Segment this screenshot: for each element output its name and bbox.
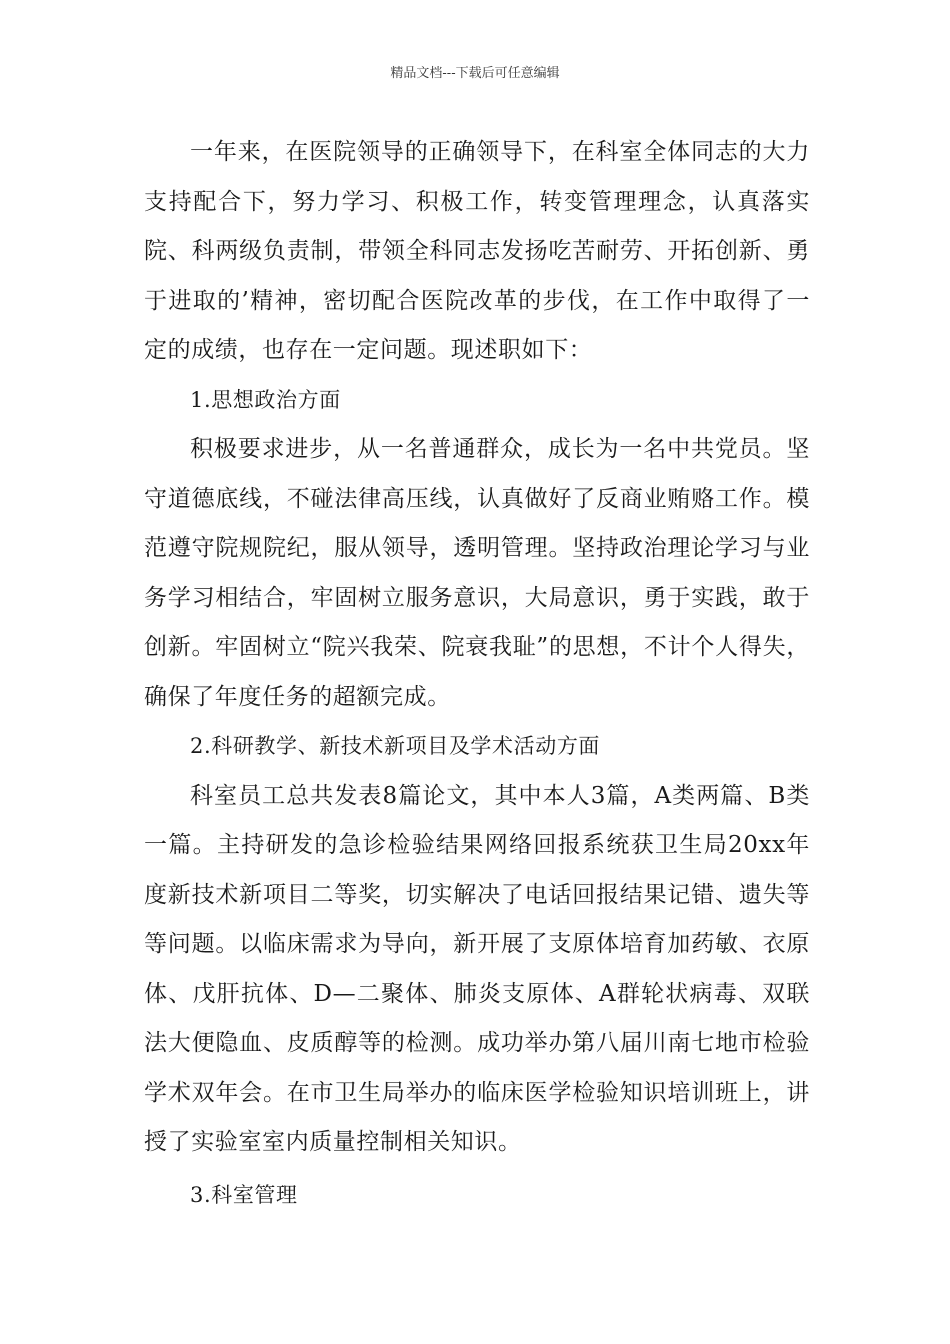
intro-paragraph: 一年来，在医院领导的正确领导下，在科室全体同志的大力支持配合下，努力学习、积极工作，转变管理理念，认真落实院、科两级负责制，带领全科同志发扬吃苦耐劳、开拓创新、勇于进取的’精神，密切配合医院改革的步伐，在工作中取得了一定的成绩，也存在一定问题。现述职如下： (144, 139, 810, 363)
document-body (144, 128, 810, 1220)
section-heading-2: 2.科研教学、新技术新项目及学术活动方面 (190, 734, 601, 758)
political-paragraph: 积极要求进步，从一名普通群众，成长为一名中共党员。坚守道德底线，不碰法律高压线，认真做好了反商业贿赂工作。模范遵守院规院纪，服从领导，透明管理。坚持政治理论学习与业务学习相结合，牢固树立服务意识，大局意识，勇于实践，敢于创新。牢固树立“院兴我荣、院衰我耻”的思想，不计个人得失，确保了年度任务的超额完成。 (144, 436, 810, 710)
section-heading-3: 3.科室管理 (190, 1182, 298, 1207)
research-paragraph: 科室员工总共发表8篇论文，其中本人3篇，A类两篇、B类一篇。主持研发的急诊检验结果网络回报系统获卫生局20xx年度新技术新项目二等奖，切实解决了电话回报结果记错、遗失等等问题。以临床需求为导向，新开展了支原体培育加药敏、衣原体、戊肝抗体、D—二聚体、肺炎支原体、A群轮状病毒、双联法大便隐血、皮质醇等的检测。成功举办第八届川南七地市检验学术双年会。在市卫生局举办的临床医学检验知识培训班上，讲授了实验室室内质量控制相关知识。 (144, 782, 810, 1155)
page-header: 精品文档---下载后可任意编辑 (390, 66, 560, 81)
section-heading-1: 1.思想政治方面 (190, 387, 341, 412)
